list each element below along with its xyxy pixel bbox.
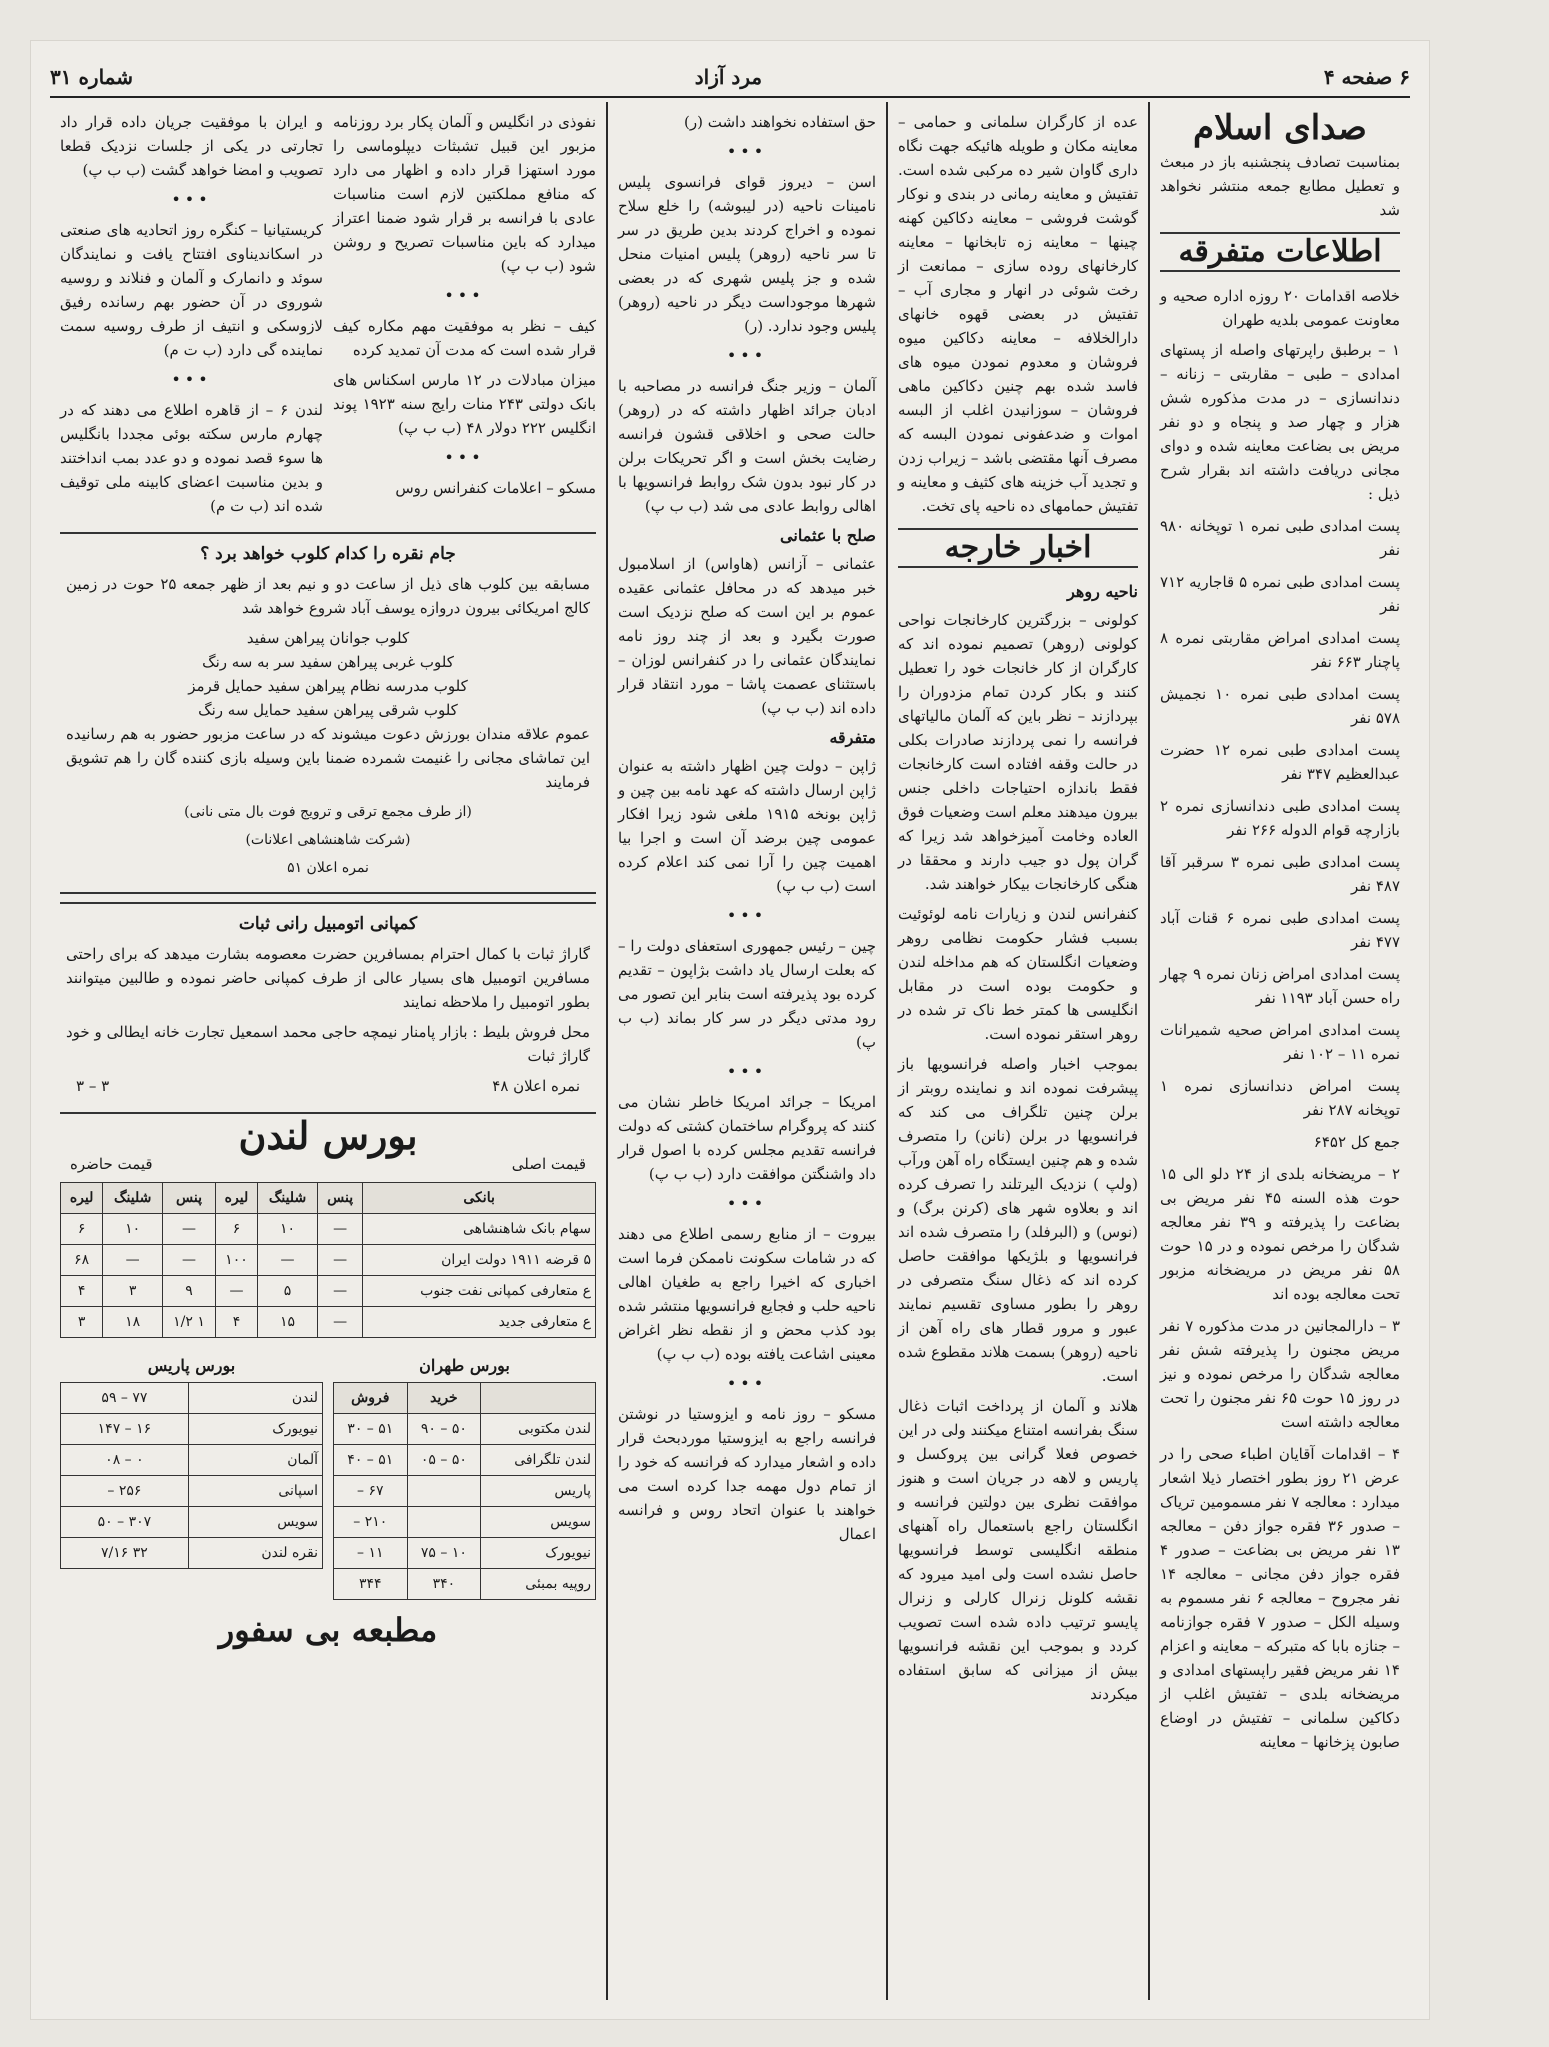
ad-signed: (از طرف مجمع ترقی و ترویج فوت بال متی نانی) xyxy=(184,804,472,820)
subheading: ناحیه روهر xyxy=(1067,582,1138,601)
masthead-note: بمناسبت تصادف پنجشنبه باز در مبعث و تعطیل مطابع جمعه منتشر نخواهد شد xyxy=(1160,153,1400,219)
article-text: و ایران با موفقیت جریان داده قرار داد تجارتی در یکی از جلسات نزدیک قطعا تصویب و امضا خواهد گشت (ب ب پ) xyxy=(60,113,323,179)
table-row xyxy=(334,1476,596,1507)
bourse-london-table xyxy=(60,1182,596,1338)
bourse-tehran-table xyxy=(333,1382,596,1600)
cell: ۱۵ xyxy=(258,1307,318,1338)
top-news-pair xyxy=(60,110,596,524)
article-text: نفوذی در انگلیس و آلمان پکار برد روزنامه مزبور این قبیل تشبثات دیپلوماسی را مورد استهزا قرار داده و اظهار می دارد که منافع مملکتین لازم است مناسبات عادی با فرانسه بر قرار شود ضمنا اعتراز میدارد که باین مناسبات تصریح و روشن شود (ب ب پ) xyxy=(333,113,596,275)
col-header: بانکی xyxy=(363,1183,596,1214)
col-header: شلینگ xyxy=(258,1183,318,1214)
paper-name: مرد آزاد xyxy=(694,65,763,89)
club-item: کلوب مدرسه نظام پیراهن سفید حمایل قرمز xyxy=(188,677,468,695)
cell: — xyxy=(318,1245,363,1276)
list-item: ۳ – دارالمجانین در مدت مذکوره ۷ نفر مریض مجنون را پذیرفته شش نفر معالجه شدگان را مرخص نموده و نیز در روز ۱۵ حوت ۶۵ نفر مجنون را تحت معالجه داشته است xyxy=(1160,1317,1401,1431)
bourse-paris-title: بورس پاریس xyxy=(147,1356,236,1375)
page-header xyxy=(50,58,1410,98)
table-row xyxy=(334,1445,596,1476)
cell: آلمان xyxy=(188,1445,322,1476)
article-text: بموجب اخبار واصله فرانسویها باز پیشرفت نموده اند و نماینده روبتر از برلن چنین تلگراف می کند که فرانسویها در برلن (نانن) را متصرف شده و هم چنین ایستگاه راه آهن ورآب (ولپ ) نزدیک الیرتلند را تصرف کرده اند و بعلاوه شهر های (کرنن برگ) و (نوس) و (البرفلد) را متصرف شده اند فرانسویها و بلژیکها موافقت حاصل کرده اند که ذغال سنگ متصرفی در روهر را بطور مساوی تقسیم نمایند عبور و مرور قطار های راه آهن از ناحیه (روهر) بسمت هلاند مقطوع شده است. xyxy=(898,1055,1138,1385)
cell: ۴ xyxy=(61,1276,103,1307)
list-item: پست امدادی طبی نمره ۳ سرقبر آقا ۴۸۷ نفر xyxy=(1160,853,1400,895)
subheading: صلح با عثمانی xyxy=(780,526,876,545)
base-price-label: قیمت اصلی xyxy=(511,1155,586,1173)
table-row xyxy=(334,1507,596,1538)
col-header: خرید xyxy=(407,1383,481,1414)
cell: ۶ xyxy=(215,1214,257,1245)
bourse-tehran-title: بورس طهران xyxy=(419,1356,510,1375)
cell: ۵۱ – ۳۰ xyxy=(334,1414,408,1445)
table-row xyxy=(61,1538,323,1569)
separator-dots: ••• xyxy=(444,286,485,305)
club-list xyxy=(66,626,590,722)
ad-body: گاراژ ثبات با کمال احترام بمسافرین حضرت معصومه بشارت میدهد که برای راحتی مسافرین اتومبیل های بسیار عالی از طرف کمپانی حاضر نموده و طالبین میتوانند بطور اتومبیل را ملاحظه نمایند xyxy=(66,945,590,1011)
section-title-foreign-news: اخبار خارجه xyxy=(898,528,1138,568)
cell: — xyxy=(103,1245,163,1276)
separator-dots: ••• xyxy=(726,906,768,925)
article-text: کیف – نظر به موفقیت مهم مکاره کیف قرار شده است که مدت آن تمدید کرده xyxy=(333,317,596,359)
separator-dots: ••• xyxy=(171,370,212,389)
article-text: کنفرانس لندن و زیارات نامه لوئوئیت بسبب فشار حکومت نظامی روهر وضعیات انگلستان که هم مداخله لندن و حکومت بوده است در مقابل انگلیسی ها کمتر خط ناک تر شده در روهر استقر نموده است. xyxy=(898,905,1138,1043)
list-item: پست امدادی طبی نمره ۶ قنات آباد ۴۷۷ نفر xyxy=(1160,909,1400,951)
football-ad xyxy=(60,532,596,894)
article-text: آلمان – وزیر جنگ فرانسه در مصاحبه با ادبان جرائد اظهار داشته که در (روهر) حالت صحی و اخلاقی قشون فرانسه رضایت بخش است و اگر تحریکات برلن در کار نبود بدون شک روابط فرانسویها با اهالی روابط عادی می شد (ب ب پ) xyxy=(618,377,876,515)
ad-company: (شرکت شاهنشاهی اعلانات) xyxy=(245,832,411,848)
cell: ۵ قرضه ۱۹۱۱ دولت ایران xyxy=(363,1245,596,1276)
cell: ۵۱ – ۴۰ xyxy=(334,1445,408,1476)
list-item: پست امدادی امراض مقاربتی نمره ۸ پاچنار ۶۶۳ نفر xyxy=(1160,629,1400,671)
bourse-paris-table xyxy=(60,1382,323,1569)
printer-name: مطبعه بی سفور xyxy=(218,1611,438,1649)
list-item: ۴ – اقدامات آقایان اطباء صحی را در عرض ۲۱ روز بطور اختصار ذیلا اشعار میدارد : معالجه ۷ نفر مسمومین تریاک – صدور ۳۶ فقره جواز دفن – معالجه ۱۳ نفر مریض بی بضاعت – صدور ۴ فقره جواز دفن مجانی – معالجه ۱۴ نفر مجروح – معالجه ۶ نفر مسموم به وسیله الکل – صدور ۷ فقره جوازنامه – جنازه بابا که متبرکه – معاینه و اعزام ۱۴ نفر مریض فقیر راپستهای امدادی و مریضخانه بلدی – تفتیش اغلب از دکاکین سلمانی – تفتیش در اوضاع صابون پزخانها – معاینه xyxy=(1160,1445,1401,1751)
article-text: عثمانی – آزانس (هاواس) از اسلامبول خبر میدهد که در محافل عثمانی عقیده عموم بر این است که صلح نزدیک است صورت بگیرد و بعد از چند روز نامه نمایندگان عثمانی را در کنفرانس لوزان – باستثنای عصمت پاشا – مورد انتقاد قرار داده اند (ب ب پ) xyxy=(618,555,876,717)
separator-dots: ••• xyxy=(726,1374,768,1393)
cell: نیویورک xyxy=(481,1538,596,1569)
cell: ۳۴۰ xyxy=(407,1569,481,1600)
cell: ۳ xyxy=(61,1307,103,1338)
col-header: پنس xyxy=(318,1183,363,1214)
ad-count: ۳ – ۳ xyxy=(76,1077,110,1095)
article-text: بیروت – از منابع رسمی اطلاع می دهند که در شامات سکونت ناممکن فرما است اخباری که اخیرا راجع به طغیان اهالی ناحیه حلب و فجایع فرانسویها منتشر شده بود کذب محض و از نقطه نظر اغراض معینی اشاعت یافته بوده (ب ب پ) xyxy=(618,1225,876,1363)
table-row xyxy=(61,1276,596,1307)
list-item: ۱ – برطبق راپرتهای واصله از پستهای امدادی – طبی – مقاربتی – زنانه – دندانسازی – در مدت مذکوره شش هزار و چهار صد و پنجاه و دو نفر مریض بی بضاعت معاینه شده و دوای مجانی دریافت داشته اند بقرار شرح ذیل : xyxy=(1160,341,1400,503)
cell: — xyxy=(318,1276,363,1307)
cell: نقره لندن xyxy=(188,1538,322,1569)
column-left-area xyxy=(50,102,606,2000)
cell xyxy=(407,1476,481,1507)
cell: ۲۱۰ – xyxy=(334,1507,408,1538)
cell: ۶۷ – xyxy=(334,1476,408,1507)
cell: ۲۵۶ – xyxy=(61,1476,189,1507)
article-text: ژاپن – دولت چین اظهار داشته به عنوان ژاپن ارسال داشته که عهد نامه بین چین و ژاپن بونخه ۱۹۱۵ ملغی شود زیرا افکار عمومی چین برضد آن است و اجرا بیا اهمیت چین را آرا نمی کند اعلام کرده است (ب ب پ) xyxy=(618,757,876,895)
table-row xyxy=(61,1307,596,1338)
car-company-ad xyxy=(60,902,596,1114)
cell: ۵ xyxy=(258,1276,318,1307)
cell: — xyxy=(163,1214,216,1245)
article-text: امریکا – جرائد امریکا خاطر نشان می کنند که پروگرام ساختمان کشتی که دولت فرانسه تقدیم مجلس کرده با اصول قرار داد واشنگتن موافقت دارد (ب ب پ) xyxy=(618,1093,876,1183)
cell: — xyxy=(215,1276,257,1307)
cell: ع متعارفی کمپانی نفت جنوب xyxy=(363,1276,596,1307)
article-text: اسن – دیروز قوای فرانسوی پلیس نامینات ناحیه (در لیبوشه) را خلع سلاح نموده و اخراج کردند بدین طریق در سر تا سر ناحیه (روهر) پلیس امنیات منحل شده و جز پلیس شهری که در بعضی شهرها موجوداست دیگر در ناحیه (روهر) پلیس وجود ندارد. (ر) xyxy=(618,173,876,335)
col-header: فروش xyxy=(334,1383,408,1414)
cell: ۱۱ – xyxy=(334,1538,408,1569)
list-item: پست امدادی طبی نمره ۱۰ نجمیش ۵۷۸ نفر xyxy=(1160,685,1400,727)
cell: ۵۰ – ۰۵ xyxy=(407,1445,481,1476)
article-text: هلاند و آلمان از پرداخت اثبات ذغال سنگ بفرانسه امتناع میکنند ولی در این خصوص فعلا گرانی بین پروکسل و پاریس و لاهه در جریان است و هنوز موافقت نظری بین دولتین فرانسه و انگلستان راجع باستعمال راه آهنهای منطقه انگلیسی توسط فرانسویها حاصل نشده است ولی امید میرود که نقشه کلونل زنرال کارلی و زنرال پایسو ترتیب داده شده است تصویب کردد و بموجب این نقشه فرانسویها بیش از میزانی که سابق استفاده میکردند xyxy=(898,1397,1138,1703)
list-item: جمع کل ۶۴۵۲ xyxy=(1313,1133,1400,1151)
cell: ۶ xyxy=(61,1214,103,1245)
cell: لندن تلگرافی xyxy=(481,1445,596,1476)
cell: ۷۷ – ۵۹ xyxy=(61,1383,189,1414)
bourse-tehran xyxy=(333,1348,596,1600)
cell: ۱۰۰ xyxy=(215,1245,257,1276)
col-header: لیره xyxy=(61,1183,103,1214)
cell: — xyxy=(318,1307,363,1338)
bourse-paris xyxy=(60,1348,323,1600)
table-row xyxy=(61,1383,323,1414)
article-text: میزان مبادلات در ۱۲ مارس اسکناس های بانک دولتی ۲۴۳ منات رایج سنه ۱۹۲۳ پوند انگلیس ۲۲۲ دولار ۴۸ (ب ب پ) xyxy=(333,371,597,437)
newspaper-page xyxy=(30,40,1430,2020)
table-row xyxy=(334,1569,596,1600)
news-subcolumn-right xyxy=(333,110,596,524)
page-number: ۶ صفحه ۴ xyxy=(1323,65,1410,89)
table-row xyxy=(334,1414,596,1445)
ad-meta xyxy=(76,1074,580,1098)
cell: ۱۶ – ۱۴۷ xyxy=(61,1414,189,1445)
article-text: عده از کارگران سلمانی و حمامی – معاینه مکان و طویله هائیکه جهت نگاه داری گاوان شیر ده مرکبی شده است. تفتیش و معاینه رمانی در بندی و نوکار گوشت فروشی – معاینه دکاکین کهنه چینها – معاینه زه تابخانها – معاینه کارخانهای روده سازی – ممانعت از رخت شوئی در انهار و مجاری آب – تفتیش در بعضی قهوه خانهای دارالخلافه – معاینه دکاکین میوه فروشان و معدوم نمودن میوه های فاسد شده بهم چنین دکاکین ماهی فروشان – سوزانیدن اغلب از البسه اموات و ضدعفونی نمودن البسه که مصرف آنها مقتضی باشد – زیراب زدن و تجدید آب خزینه های کثیف و معاینه و تفتیش حمامهای ده ناحیه پای تخت. xyxy=(898,113,1138,515)
list-item: پست امراض دندانسازی نمره ۱ توپخانه ۲۸۷ نفر xyxy=(1160,1077,1400,1119)
col-header: شلینگ xyxy=(103,1183,163,1214)
table-row xyxy=(61,1245,596,1276)
cell: لندن xyxy=(188,1383,322,1414)
cell: ۳۴۴ xyxy=(334,1569,408,1600)
table-row xyxy=(61,1476,323,1507)
cell: ۹ xyxy=(163,1276,216,1307)
cell xyxy=(407,1507,481,1538)
list-item: پست امدادی امراض صحیه شمیرانات نمره ۱۱ – ۱۰۲ نفر xyxy=(1160,1021,1400,1063)
masthead-title: صدای اسلام xyxy=(1193,108,1367,148)
separator-dots: ••• xyxy=(726,142,768,161)
table-row xyxy=(61,1507,323,1538)
article-text: لندن ۶ – از قاهره اطلاع می دهند که در چهارم مارس سکته بوئی مجددا بانگلیس ها سوء قصد نموده و دو عدد بمب انداختند و بدین مناسبت اعضای کابینه ملی توقیف شده اند (ب ت م) xyxy=(60,401,323,515)
separator-dots: ••• xyxy=(444,448,485,467)
cell: ۳ xyxy=(103,1276,163,1307)
cell: ۴ xyxy=(215,1307,257,1338)
table-header-row xyxy=(61,1183,596,1214)
article-text: چین – رئیس جمهوری استعفای دولت را – که بعلت ارسال یاد داشت بژاپون – تقدیم کرده بود پذیرفته است بنابر این تصور می رود مدتی دیگر در سر کار بماند (ب ب پ) xyxy=(618,937,876,1051)
article-text: کریستیانیا – کنگره روز اتحادیه های صنعتی در اسکاندیناوی افتتاح یافت و نمایندگان سوئد و دانمارک و آلمان و فنلاند و روسیه شوروی در آن حضور بهم رسانده رفیق لازوسکی و انتیف از طرف روسیه سمت نماینده گی دارد (ب ت م) xyxy=(60,221,323,359)
article-text: حق استفاده نخواهند داشت (ر) xyxy=(684,113,876,131)
club-item: کلوب جوانان پیراهن سفید xyxy=(246,629,410,647)
cell: روپیه بمبئی xyxy=(481,1569,596,1600)
list-item: پست امدادی امراض زنان نمره ۹ چهار راه حسن آباد ۱۱۹۳ نفر xyxy=(1160,965,1400,1007)
ad-number: نمره اعلان ۵۱ xyxy=(287,860,369,876)
cell: ۱۰ xyxy=(258,1214,318,1245)
ad-body: مسابقه بین کلوب های ذیل از ساعت دو و نیم بعد از ظهر جمعه ۲۵ حوت در زمین کالج امریکائی بیرون دروازه یوسف آباد شروع خواهد شد xyxy=(66,575,590,617)
list-item: پست امدادی طبی دندانسازی نمره ۲ بازارچه قوام الدوله ۲۶۶ نفر xyxy=(1160,797,1400,839)
cell: سویس xyxy=(481,1507,596,1538)
ad-title: کمپانی اتومبیل رانی ثبات xyxy=(238,914,418,934)
table-row xyxy=(61,1414,323,1445)
cell: — xyxy=(258,1245,318,1276)
col-header: لیره xyxy=(215,1183,257,1214)
table-header-row xyxy=(334,1383,596,1414)
cell: ۶۸ xyxy=(61,1245,103,1276)
list-item: ۲ – مریضخانه بلدی از ۲۴ دلو الی ۱۵ حوت هذه السنه ۴۵ نفر مریض بی بضاعت را پذیرفته و ۳۹ نفر معالجه شدگان را مرخص نموده و در ۱۵ حوت ۵۸ نفر مریض در مریضخانه مزبور تحت معالجه بوده اند xyxy=(1160,1165,1401,1303)
article-text: کولونی – بزرگترین کارخانجات نواحی کولونی (روهر) تصمیم نموده اند که کارگران از کار خانجات خود را تعطیل کنند و بکار کردن تمام مزدوران را بپردازند – نظر باین که آلمان مالیاتهای فرانسه را نمی پردازند صادرات بکلی در حالت وقفه افتاده است کارخانجات فقط باندازه احتیاجات داخلی جنس بیرون میدهند معلم است وضعیات فوق العاده وخامت آمیزخواهد شد زیرا که گران پول دو جیب دارند و محققا در هنگی کارخانجات بیکار خواهند شد. xyxy=(898,611,1138,893)
bourse-london-title: بورس لندن xyxy=(238,1113,418,1158)
ad-title: جام نقره را کدام کلوب خواهد برد ؟ xyxy=(200,544,456,564)
cell: ۰ – ۰۸ xyxy=(61,1445,189,1476)
ad-address: محل فروش بلیط : بازار پامنار نیمچه حاجی محمد اسمعیل تجارت خانه ایطالی و خود گاراژ ثبات xyxy=(66,1023,590,1065)
list-item: پست امدادی طبی نمره ۵ قاجاریه ۷۱۲ نفر xyxy=(1160,573,1400,615)
ad-number: نمره اعلان ۴۸ xyxy=(492,1077,580,1095)
subheading: متفرقه xyxy=(829,728,876,747)
cell: ۱۸ xyxy=(103,1307,163,1338)
separator-dots: ••• xyxy=(726,346,768,365)
ad-footer: عموم علاقه مندان بورزش دعوت میشوند که در ساعت مزبور حضور به هم رسانیده این تماشای مجانی را غنیمت شمرده ضمنا باین وسیله بازی کننده گان را هم تشویق فرمایند xyxy=(66,725,590,791)
col-header xyxy=(481,1383,596,1414)
cell: — xyxy=(163,1245,216,1276)
cell: نیویورک xyxy=(188,1414,322,1445)
column-foreign-news xyxy=(886,102,1148,2000)
list-item: پست امدادی طبی نمره ۱ توپخانه ۹۸۰ نفر xyxy=(1160,517,1400,559)
section-title-misc-news: اطلاعات متفرقه xyxy=(1160,232,1400,272)
cell: ۳۰۷ – ۵۰ xyxy=(61,1507,189,1538)
article-text: مسکو – روز نامه و ایزوستیا در نوشتن فرانسه راجع به ایزوستیا موردبحث قرار داده و اشعار میدارد که فرانسه که خود را از تمام دول مهمه جدا کرده است می خواهند با عنوان اتحاد روس و فرانسه اعمال xyxy=(618,1405,876,1543)
cell: لندن مکتوبی xyxy=(481,1414,596,1445)
intro-text: خلاصه اقدامات ۲۰ روزه اداره صحیه و معاونت عمومی بلدیه طهران xyxy=(1160,287,1400,329)
col-header: پنس xyxy=(163,1183,216,1214)
cell: ۱ ۱/۲ xyxy=(163,1307,216,1338)
bourse-pair xyxy=(60,1348,596,1600)
article-text: مسکو – اعلامات کنفرانس روس xyxy=(395,479,596,497)
separator-dots: ••• xyxy=(726,1194,768,1213)
table-row xyxy=(334,1538,596,1569)
club-item: کلوب شرقی پیراهن سفید حمایل سه رنگ xyxy=(198,701,458,719)
cell: ۵۰ – ۹۰ xyxy=(407,1414,481,1445)
cell: ۳۲ ۷/۱۶ xyxy=(61,1538,189,1569)
table-row xyxy=(61,1445,323,1476)
cell: سهام بانک شاهنشاهی xyxy=(363,1214,596,1245)
separator-dots: ••• xyxy=(726,1062,768,1081)
cell: اسپانی xyxy=(188,1476,322,1507)
cell: پاریس xyxy=(481,1476,596,1507)
separator-dots: ••• xyxy=(171,190,212,209)
cell: سویس xyxy=(188,1507,322,1538)
cell: ع متعارفی جدید xyxy=(363,1307,596,1338)
issue-number: شماره ۳۱ xyxy=(50,65,133,89)
cell: — xyxy=(318,1214,363,1245)
cell: ۱۰ – ۷۵ xyxy=(407,1538,481,1569)
column-sedaye-eslam xyxy=(1148,102,1410,2000)
column-news-3 xyxy=(606,102,886,2000)
news-subcolumn-left xyxy=(60,110,323,524)
list-item: پست امدادی طبی نمره ۱۲ حضرت عبدالعظیم ۳۴۷ نفر xyxy=(1160,741,1400,783)
cell: ۱۰ xyxy=(103,1214,163,1245)
club-item: کلوب غربی پیراهن سفید سر به سه رنگ xyxy=(202,653,454,671)
table-row xyxy=(61,1214,596,1245)
current-price-label: قیمت حاضره xyxy=(70,1155,153,1173)
